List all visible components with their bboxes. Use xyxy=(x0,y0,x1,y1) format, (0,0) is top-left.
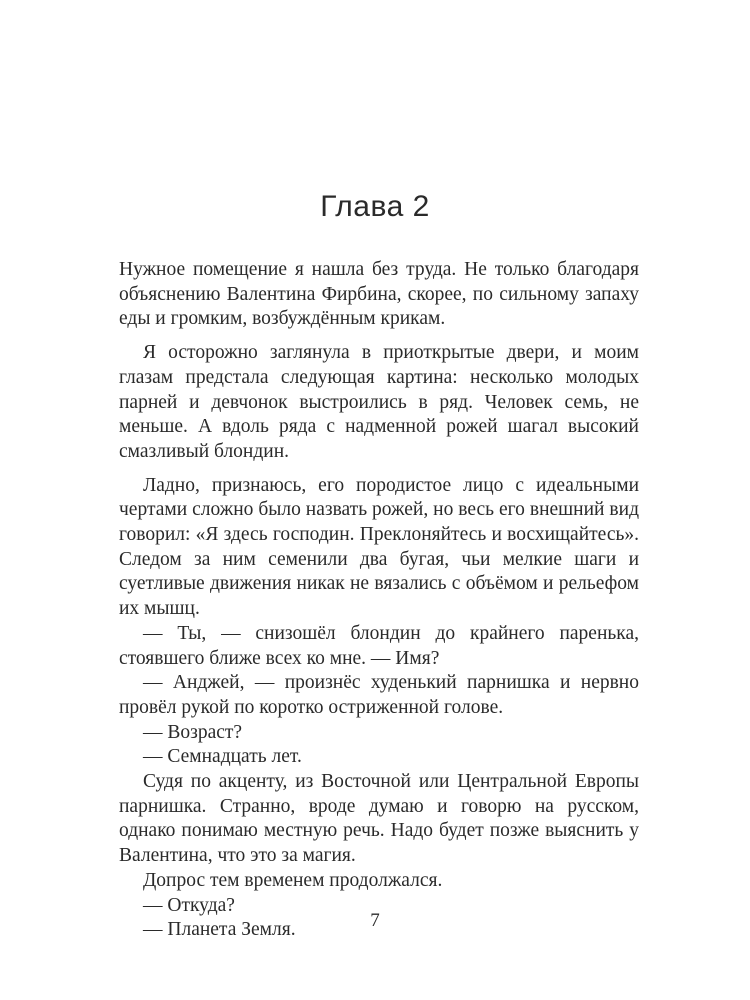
dialogue-line: — Возраст? xyxy=(143,721,243,743)
paragraph: Ладно, признаюсь, его породистое лицо с идеальными чертами сложно было назвать рожей, но весь его внешний вид говорил: «Я здесь господин. Преклоняйтесь и восхищайтесь». Следом за ним семенили два бугая, чьи мелкие шаги и суетливые движения никак не вязались с объёмом и рельефом их мышц. xyxy=(119,474,639,620)
chapter-title: Глава 2 xyxy=(320,190,430,223)
dialogue-line: — Планета Земля. xyxy=(143,919,296,941)
paragraph: Судя по акценту, из Восточной или Центральной Европы парнишка. Странно, вроде думаю и говорю на русском, однако понимаю местную речь. Надо будет позже выяснить у Валентина, что это за магия. xyxy=(119,771,639,867)
dialogue-line: — Откуда? xyxy=(143,894,235,916)
body-text xyxy=(119,258,639,943)
paragraph: Я осторожно заглянула в приоткрытые двери, и моим глазам предстала следующая картина: несколько молодых парней и девчонок выстроились в ряд. Человек семь, не меньше. А вдоль ряда с надменной рожей шагал высокий смазливый блондин. xyxy=(119,342,639,462)
dialogue-line: — Ты, — снизошёл блондин до крайнего паренька, стоявшего ближе всех ко мне. — Имя? xyxy=(119,622,639,669)
paragraph: Допрос тем временем продолжался. xyxy=(143,869,443,891)
dialogue-line: — Семнадцать лет. xyxy=(143,746,302,768)
paragraph: Нужное помещение я нашла без труда. Не только благодаря объяснению Валентина Фирбина, скорее, по сильному запаху еды и громким, возбуждённым крикам. xyxy=(119,259,639,330)
dialogue-line: — Анджей, — произнёс худенький парнишка и нервно провёл рукой по коротко остриженной голове. xyxy=(119,672,639,718)
page-number: 7 xyxy=(370,910,380,931)
